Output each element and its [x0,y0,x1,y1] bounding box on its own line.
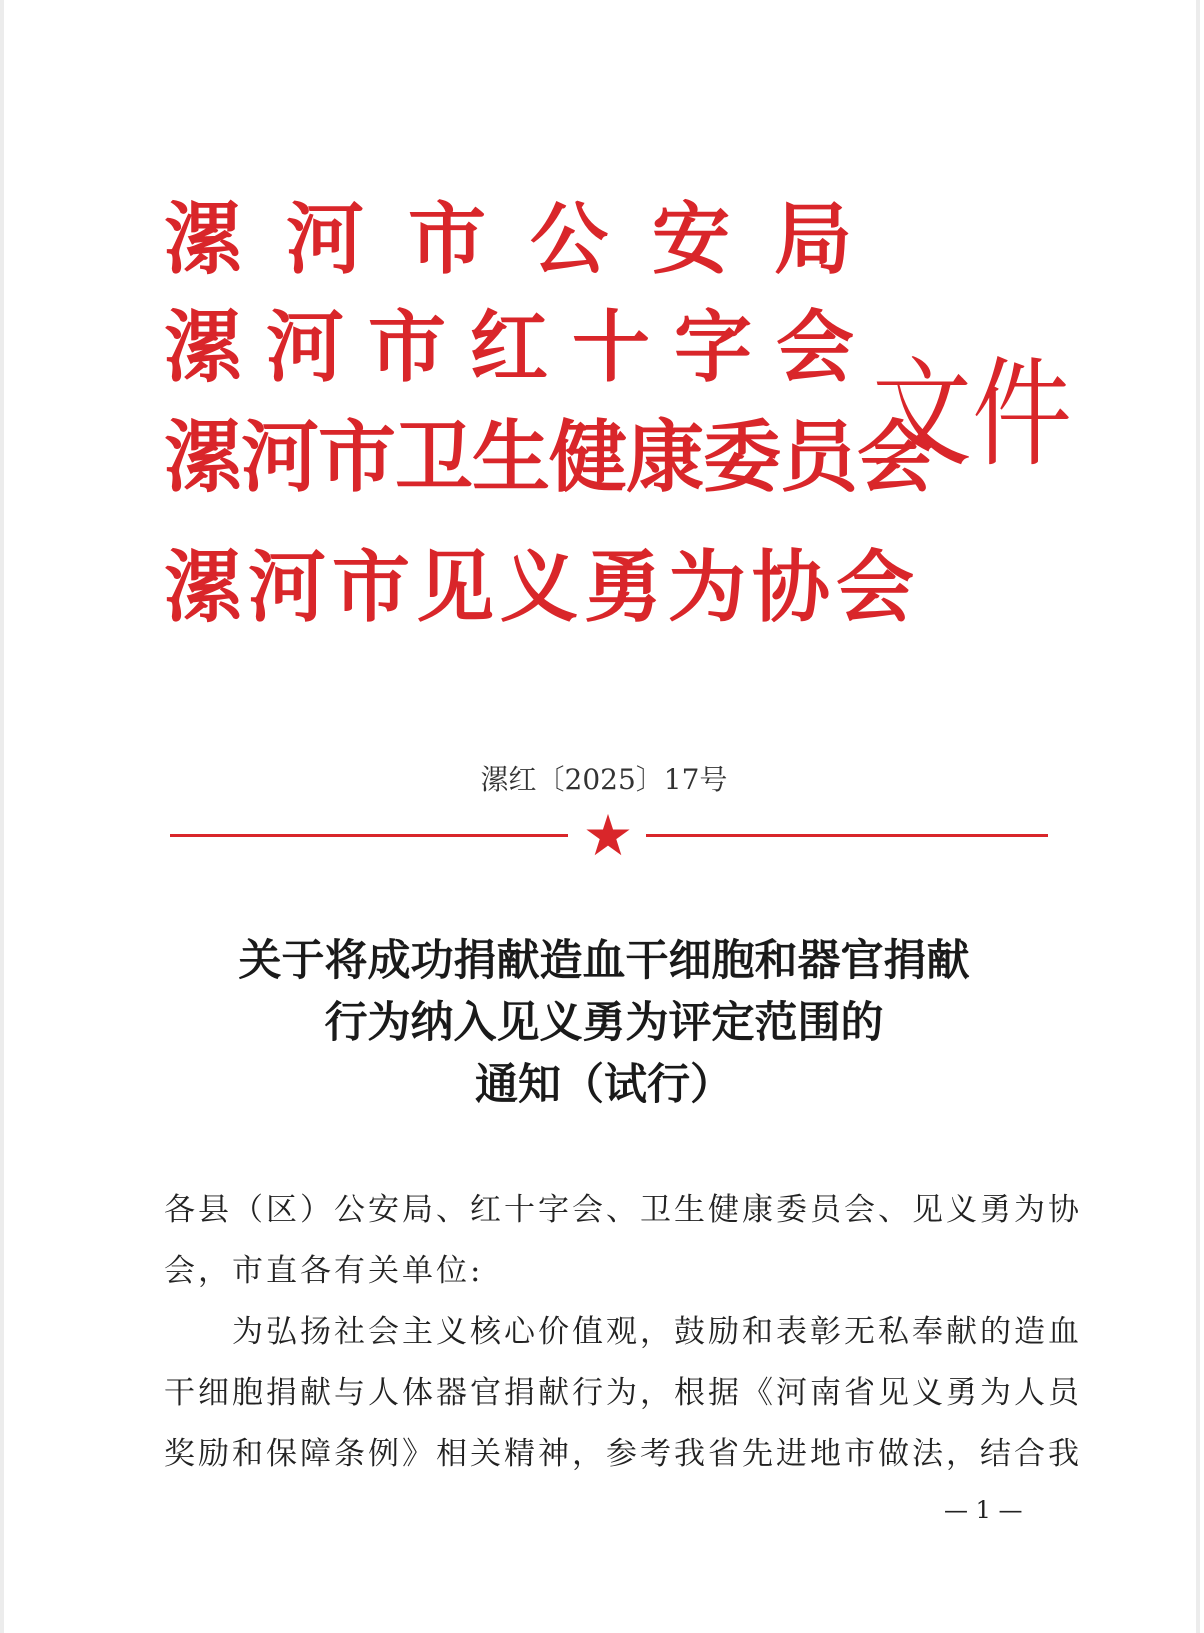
issuer-red-cross: 漯河市红十字会 [164,302,879,393]
document-number: 漯红〔2025〕17号 [480,763,728,796]
body-line: 奖励和保障条例》相关精神，参考我省先进地市做法，结合我 [164,1436,1082,1472]
page-number: — 1 — [944,1496,1023,1524]
red-separator-left [170,834,568,837]
star-icon [585,812,631,858]
red-separator-right [646,834,1048,837]
body-line: 干细胞捐献与人体器官捐献行为，根据《河南省见义勇为人员 [164,1375,1082,1411]
title-line: 关于将成功捐献造血干细胞和器官捐献 [238,936,970,986]
notice-title [4,930,1204,1116]
issuer-public-security-bureau: 漯河市公安局 [164,194,897,285]
document-suffix: 文件 [872,345,1072,484]
title-line: 通知（试行） [475,1060,733,1110]
body-line: 各县（区）公安局、红十字会、卫生健康委员会、见义勇为协 [164,1192,1082,1228]
issuer-bravery-association: 漯河市见义勇为协会 [164,542,921,633]
body-line: 为弘扬社会主义核心价值观，鼓励和表彰无私奉献的造血 [164,1314,1082,1350]
body-line: 会，市直各有关单位: [164,1253,484,1289]
title-line: 行为纳入见义勇为评定范围的 [324,998,884,1048]
issuer-health-commission: 漯河市卫生健康委员会 [164,412,935,503]
